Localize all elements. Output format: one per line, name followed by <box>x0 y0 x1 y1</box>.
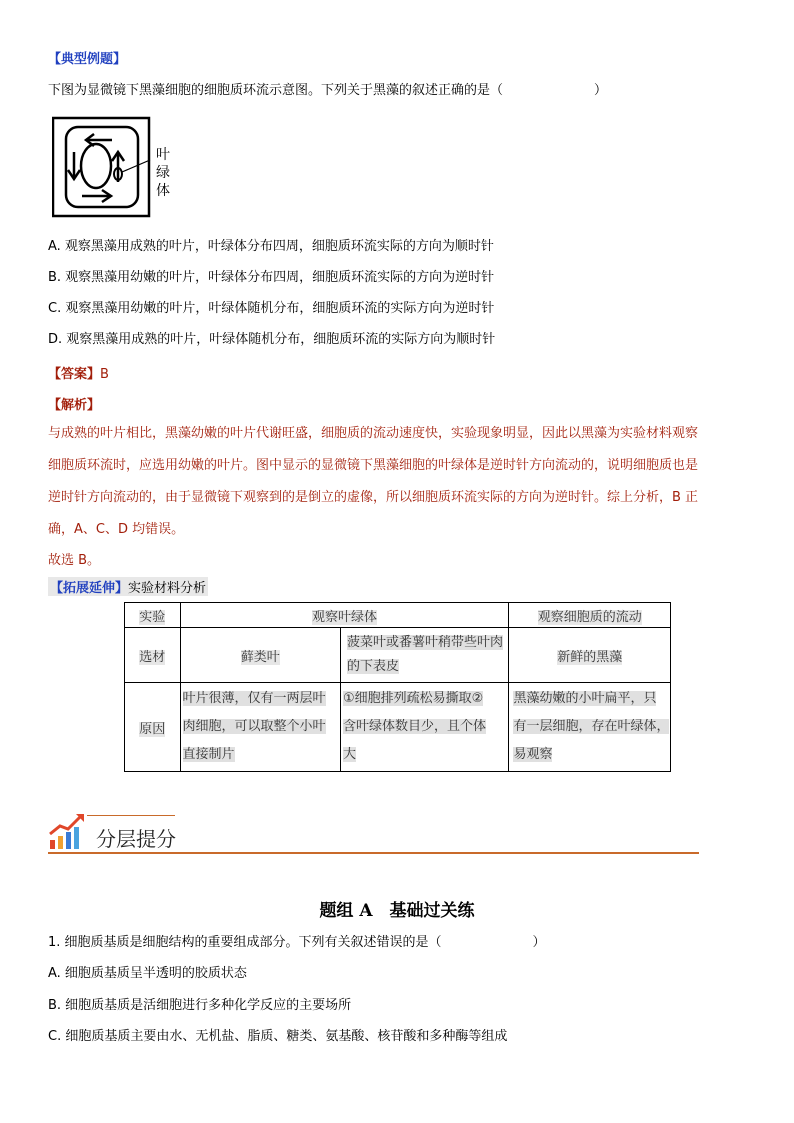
analysis-tag: 【解析】 <box>48 398 101 413</box>
table-header-cell: 观察叶绿体 <box>180 603 509 628</box>
section-divider <box>48 852 699 854</box>
table-cell: 藓类叶 <box>180 628 341 683</box>
extension-heading <box>48 577 208 596</box>
extension-title: 实验材料分析 <box>128 581 207 596</box>
q1-option-a: A. 细胞质基质呈半透明的胶质状态 <box>48 966 247 981</box>
table-header-cell: 观察细胞质的流动 <box>509 603 671 628</box>
chloroplast-label <box>156 146 172 200</box>
section-divider-top <box>87 815 175 816</box>
answer-value: B <box>100 367 109 382</box>
q1-question: 1. 细胞质基质是细胞结构的重要组成部分。下列有关叙述错误的是（ ） <box>48 935 546 950</box>
chloroplast-label-char: 绿 <box>156 165 170 181</box>
analysis-line: 逆时针方向流动的，由于显微镜下观察到的是倒立的虚像，所以细胞质环流实际的方向为逆时针。综上分析，B 正 <box>48 490 699 505</box>
growth-chart-icon <box>48 812 88 850</box>
answer-line <box>48 363 109 382</box>
group-title: 题组 A 基础过关练 <box>319 901 475 921</box>
analysis-line: 细胞质环流时，应选用幼嫩的叶片。图中显示的显微镜下黑藻细胞的叶绿体是逆时针方向流动的，说明细胞质也是 <box>48 458 699 473</box>
example-option-b: B. 观察黑藻用幼嫩的叶片，叶绿体分布四周，细胞质环流实际的方向为逆时针 <box>48 270 495 285</box>
table-cell: 菠菜叶或番薯叶稍带些叶肉的下表皮 <box>341 628 509 683</box>
analysis-conclusion: 故选 B。 <box>48 553 101 568</box>
table-cell: 新鲜的黑藻 <box>509 628 671 683</box>
table-row-reason <box>125 683 671 772</box>
chloroplast-label-char: 体 <box>156 183 170 199</box>
material-analysis-table <box>124 602 671 772</box>
row-label: 选材 <box>125 628 181 683</box>
answer-tag: 【答案】 <box>48 367 101 382</box>
table-row-material <box>125 628 671 683</box>
section-title: 分层提分 <box>96 827 176 851</box>
q1-option-c: C. 细胞质基质主要由水、无机盐、脂质、糖类、氨基酸、核苷酸和多种酶等组成 <box>48 1029 508 1044</box>
example-question: 下图为显微镜下黑藻细胞的细胞质环流示意图。下列关于黑藻的叙述正确的是（ ） <box>48 83 608 98</box>
table-header-cell: 实验 <box>125 603 181 628</box>
analysis-line: 确，A、C、D 均错误。 <box>48 522 185 537</box>
q1-option-b: B. 细胞质基质是活细胞进行多种化学反应的主要场所 <box>48 998 352 1013</box>
chloroplast-label-char: 叶 <box>156 147 170 163</box>
example-option-d: D. 观察黑藻用成熟的叶片，叶绿体随机分布，细胞质环流的实际方向为顺时针 <box>48 332 496 347</box>
row-label: 原因 <box>125 683 181 772</box>
table-cell: 黑藻幼嫩的小叶扁平，只 有一层细胞，存在叶绿体， 易观察 <box>509 683 671 772</box>
example-tag: 【典型例题】 <box>48 52 127 67</box>
analysis-line: 与成熟的叶片相比，黑藻幼嫩的叶片代谢旺盛，细胞质的流动速度快，实验现象明显，因此以黑藻为实验材料观察 <box>48 426 699 441</box>
table-cell: ①细胞排列疏松易撕取② 含叶绿体数目少，且个体 大 <box>341 683 509 772</box>
example-option-c: C. 观察黑藻用幼嫩的叶片，叶绿体随机分布，细胞质环流的实际方向为逆时针 <box>48 301 495 316</box>
example-option-a: A. 观察黑藻用成熟的叶片，叶绿体分布四周，细胞质环流实际的方向为顺时针 <box>48 239 494 254</box>
table-cell: 叶片很薄，仅有一两层叶 肉细胞，可以取整个小叶 直接制片 <box>180 683 341 772</box>
table-header-row <box>125 603 671 628</box>
extension-tag: 【拓展延伸】 <box>50 581 129 596</box>
